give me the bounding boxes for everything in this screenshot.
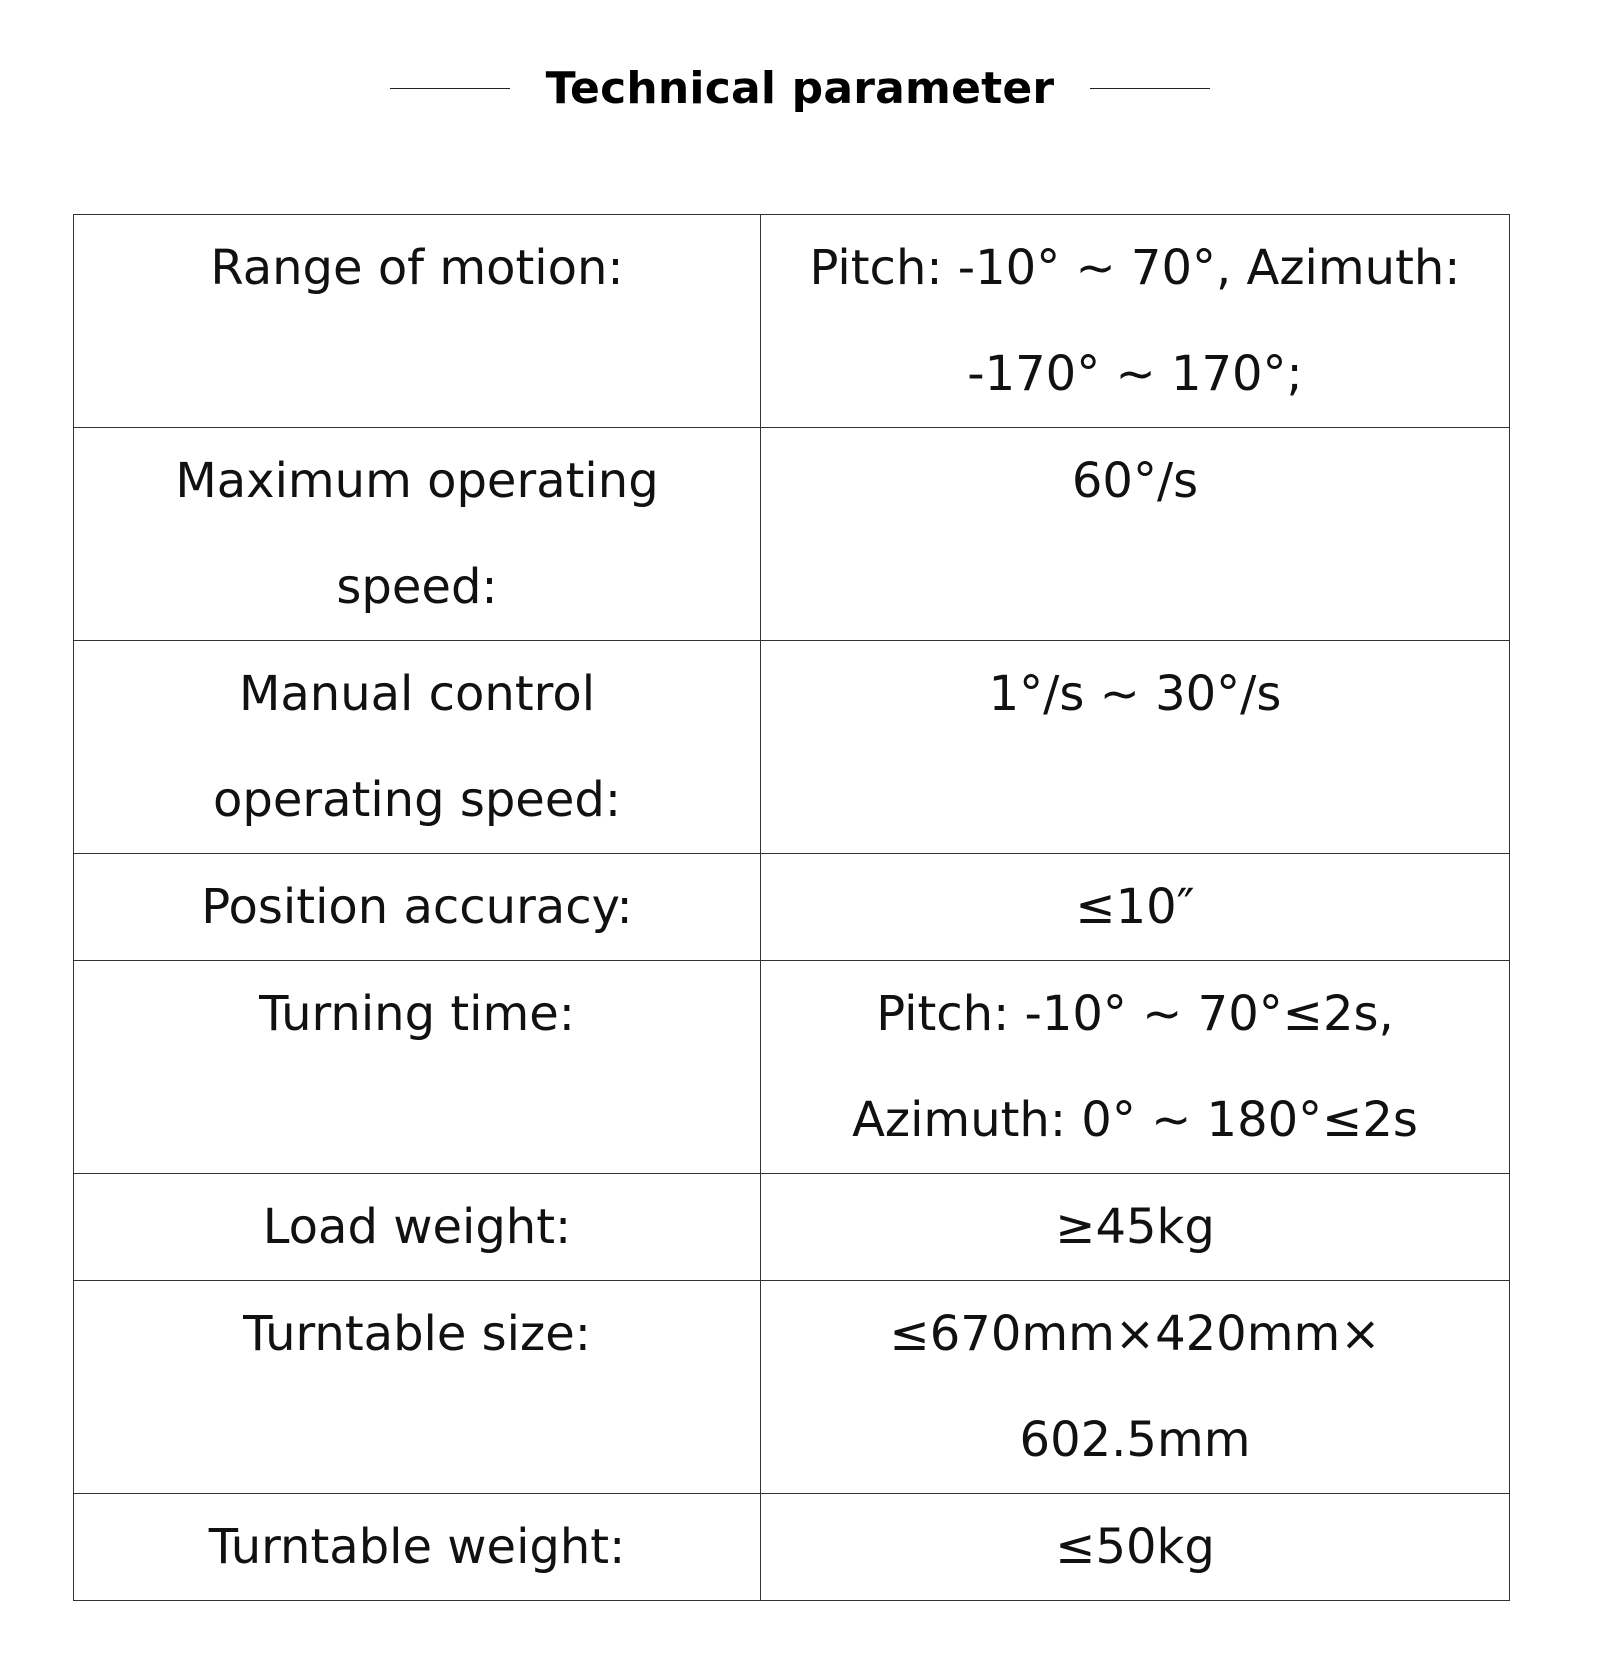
table-row bbox=[74, 1281, 1510, 1494]
param-value: ≤10″ bbox=[761, 854, 1510, 961]
param-label: Position accuracy: bbox=[74, 854, 761, 961]
section-header bbox=[0, 48, 1600, 128]
table-row bbox=[74, 215, 1510, 428]
param-value: Pitch: -10° ~ 70°≤2s, Azimuth: 0° ~ 180°≤2s bbox=[761, 961, 1510, 1174]
table-row bbox=[74, 1174, 1510, 1281]
param-value: Pitch: -10° ~ 70°, Azimuth: -170° ~ 170°; bbox=[761, 215, 1510, 428]
header-rule-left bbox=[390, 88, 510, 89]
technical-parameter-table bbox=[73, 214, 1510, 1601]
param-label: Turntable weight: bbox=[74, 1494, 761, 1601]
table-row bbox=[74, 961, 1510, 1174]
param-label: Manual control operating speed: bbox=[74, 641, 761, 854]
param-label: Range of motion: bbox=[74, 215, 761, 428]
table-row bbox=[74, 428, 1510, 641]
param-label: Load weight: bbox=[74, 1174, 761, 1281]
param-value: 1°/s ~ 30°/s bbox=[761, 641, 1510, 854]
table-row bbox=[74, 641, 1510, 854]
table-row bbox=[74, 854, 1510, 961]
param-value: ≤670mm×420mm× 602.5mm bbox=[761, 1281, 1510, 1494]
section-title: Technical parameter bbox=[545, 62, 1055, 114]
param-label: Maximum operating speed: bbox=[74, 428, 761, 641]
header-rule-right bbox=[1090, 88, 1210, 89]
param-value: 60°/s bbox=[761, 428, 1510, 641]
param-value: ≤50kg bbox=[761, 1494, 1510, 1601]
param-value: ≥45kg bbox=[761, 1174, 1510, 1281]
param-label: Turning time: bbox=[74, 961, 761, 1174]
param-label: Turntable size: bbox=[74, 1281, 761, 1494]
table-row bbox=[74, 1494, 1510, 1601]
